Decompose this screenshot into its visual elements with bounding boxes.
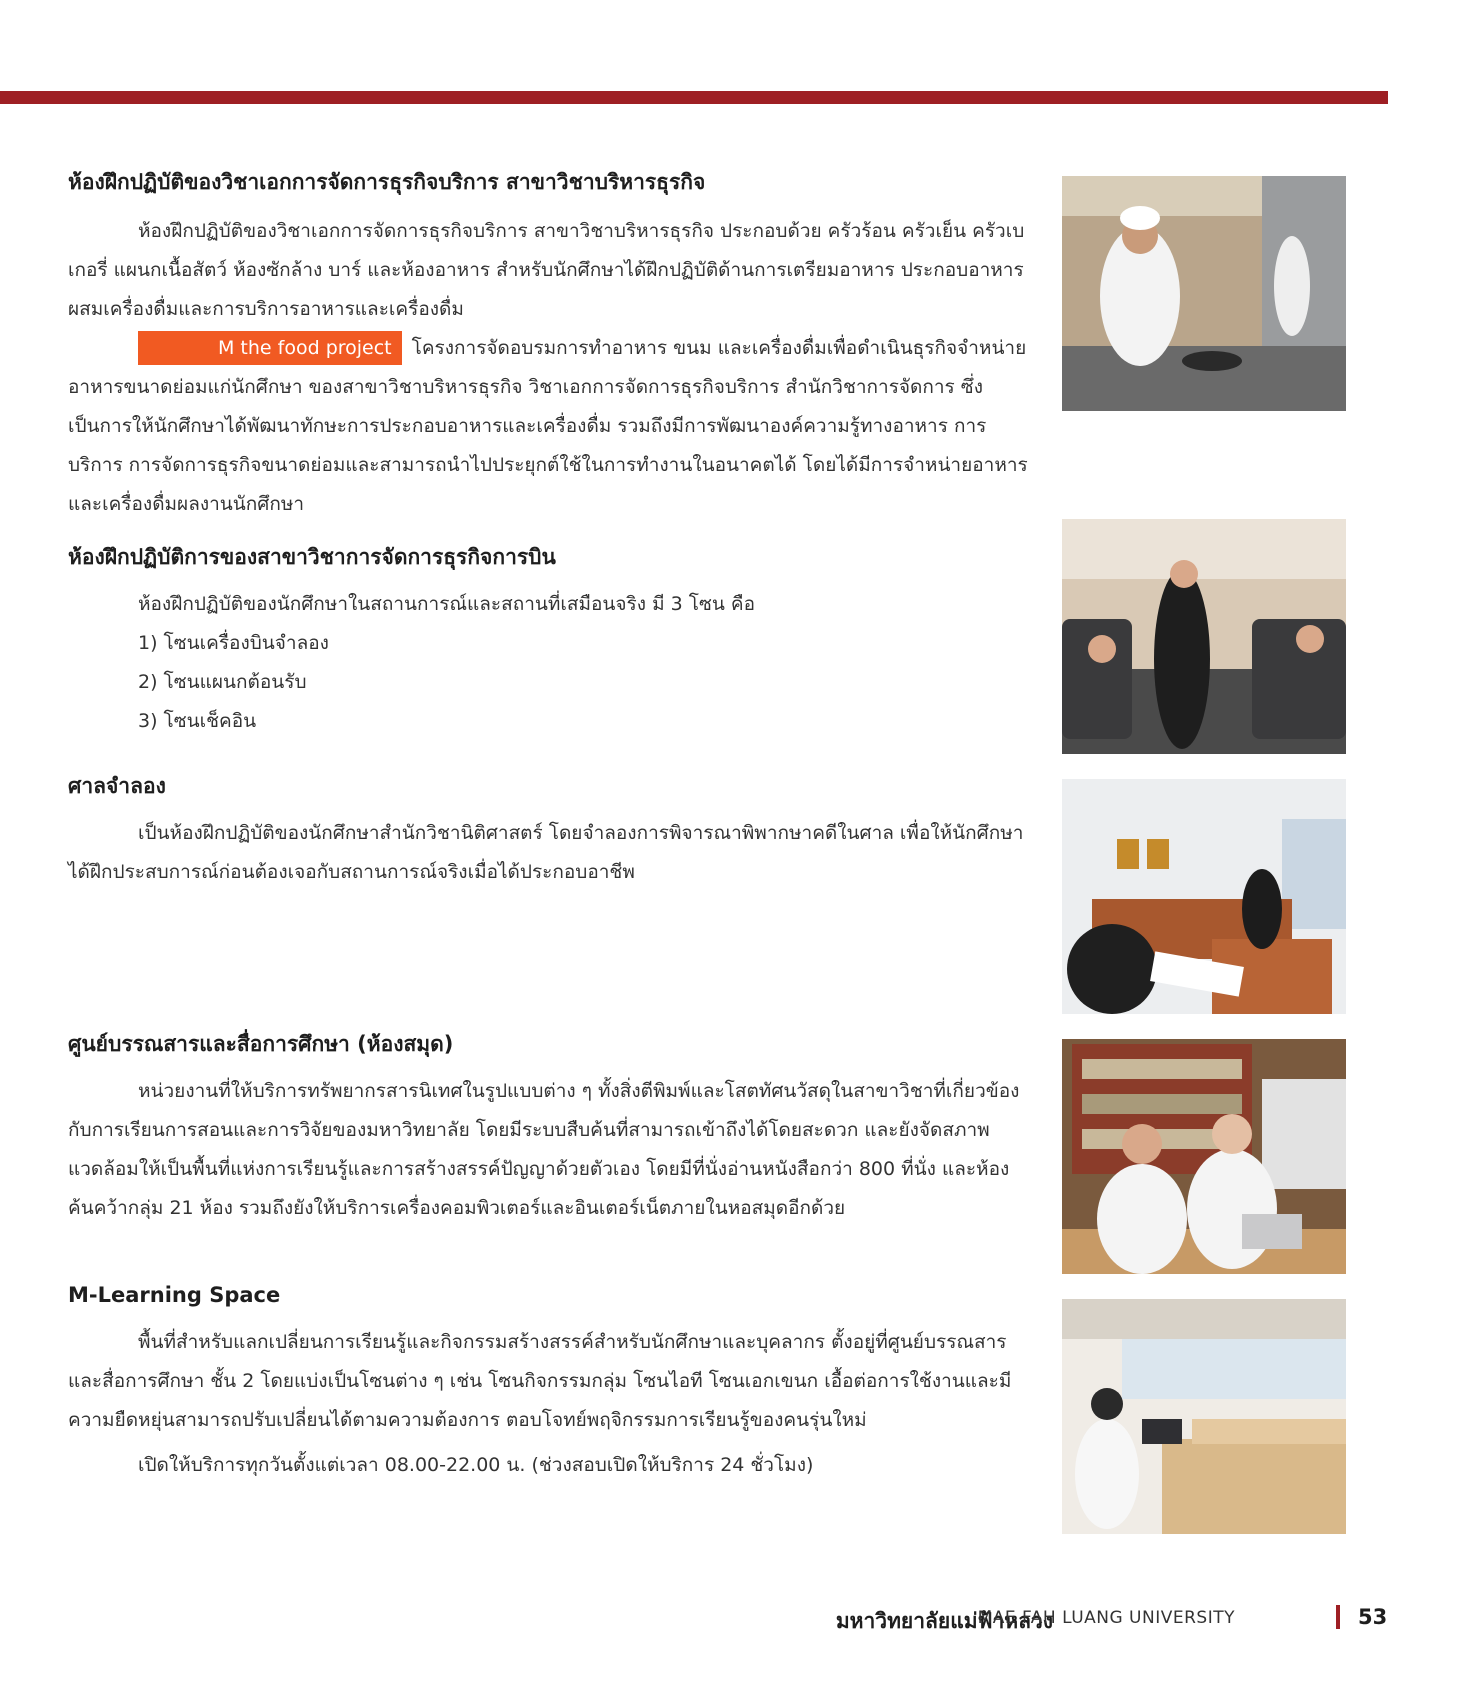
section-intro: ห้องฝึกปฏิบัติของนักศึกษาในสถานการณ์และสถานที่เสมือนจริง มี 3 โซน คือ <box>138 593 756 615</box>
section-title: ห้องฝึกปฏิบัติการของสาขาวิชาการจัดการธุรกิจการบิน <box>68 545 556 569</box>
opening-hours: เปิดให้บริการทุกวันตั้งแต่เวลา 08.00-22.00 น. (ช่วงสอบเปิดให้บริการ 24 ชั่วโมง) <box>138 1454 814 1476</box>
mlearning-photo <box>1062 1299 1346 1534</box>
page-number: 53 <box>1358 1605 1388 1629</box>
tag-paragraph <box>68 329 1031 524</box>
section-title: ห้องฝึกปฏิบัติของวิชาเอกการจัดการธุรกิจบริการ สาขาวิชาบริหารธุรกิจ <box>68 170 706 194</box>
section-court <box>68 772 1031 892</box>
top-accent-bar <box>0 91 1388 104</box>
kitchen-photo <box>1062 176 1346 411</box>
project-tag: M the food project <box>138 331 402 365</box>
section-aviation <box>68 543 1031 741</box>
section-body: หน่วยงานที่ให้บริการทรัพยากรสารนิเทศในรูปแบบต่าง ๆ ทั้งสิ่งตีพิมพ์และโสตทัศนวัสดุในสาขาวิชาที่เกี่ยวข้องกับการเรียนการสอนและการวิจัยของมหาวิทยาลัย โดยมีระบบสืบค้นที่สามารถเข้าถึงได้โดยสะดวก และยังจัดสภาพแวดล้อมให้เป็นพื้นที่แห่งการเรียนรู้และการสร้างสรรค์ปัญญาด้วยตัวเอง โดยมีที่นั่งอ่านหนังสือกว่า 800 ที่นั่ง และห้องค้นคว้ากลุ่ม 21 ห้อง รวมถึงยังให้บริการเครื่องคอมพิวเตอร์และอินเตอร์เน็ตภายในหอสมุดอีกด้วย <box>68 1080 1020 1219</box>
library-photo <box>1062 1039 1346 1274</box>
list-item: 3) โซนเช็คอิน <box>138 710 257 732</box>
footer-university-en: MAE FAH LUANG UNIVERSITY <box>977 1608 1235 1628</box>
page-footer <box>0 1603 1390 1633</box>
footer-separator <box>1336 1605 1340 1629</box>
list-item: 1) โซนเครื่องบินจำลอง <box>138 632 329 654</box>
aviation-photo <box>1062 519 1346 754</box>
section-body: พื้นที่สำหรับแลกเปลี่ยนการเรียนรู้และกิจกรรมสร้างสรรค์สำหรับนักศึกษาและบุคลากร ตั้งอยู่ที่ศูนย์บรรณสารและสื่อการศึกษา ชั้น 2 โดยแบ่งเป็นโซนต่าง ๆ เช่น โซนกิจกรรมกลุ่ม โซนไอที โซนเอกเขนก เอื้อต่อการใช้งานและมีความยืดหยุ่นสามารถปรับเปลี่ยนได้ตามความต้องการ ตอบโจทย์พฤจิกรรมการเรียนรู้ของคนรุ่นใหม่ <box>68 1331 1012 1431</box>
section-kitchen <box>68 168 1031 524</box>
tag-body: โครงการจัดอบรมการทำอาหาร ขนม และเครื่องดื่มเพื่อดำเนินธุรกิจจำหน่ายอาหารขนาดย่อมแก่นักศึกษา ของสาขาวิชาบริหารธุรกิจ วิชาเอกการจัดการธุรกิจบริการ สำนักวิชาการจัดการ ซึ่งเป็นการให้นักศึกษาได้พัฒนาทักษะการประกอบอาหารและเครื่องดื่ม รวมถึงมีการพัฒนาองค์ความรู้ทางอาหาร การบริการ การจัดการธุรกิจขนาดย่อมและสามารถนำไปประยุกต์ใช้ในการทำงานในอนาคตได้ โดยได้มีการจำหน่ายอาหารและเครื่องดื่มผลงานนักศึกษา <box>68 337 1028 515</box>
section-body: ห้องฝึกปฏิบัติของวิชาเอกการจัดการธุรกิจบริการ สาขาวิชาบริหารธุรกิจ ประกอบด้วย ครัวร้อน ครัวเย็น ครัวเบเกอรี่ แผนกเนื้อสัตว์ ห้องซักล้าง บาร์ และห้องอาหาร สำหรับนักศึกษาได้ฝึกปฏิบัติด้านการเตรียมอาหาร ประกอบอาหาร ผสมเครื่องดื่มและการบริการอาหารและเครื่องดื่ม <box>68 220 1025 320</box>
footer-university-th: มหาวิทยาลัยแม่ฟ้าหลวง <box>835 1609 1053 1633</box>
section-mlearning <box>68 1281 1031 1485</box>
section-library <box>68 1030 1031 1228</box>
section-body: เป็นห้องฝึกปฏิบัติของนักศึกษาสำนักวิชานิติศาสตร์ โดยจำลองการพิจารณาพิพากษาคดีในศาล เพื่อให้นักศึกษาได้ฝึกประสบการณ์ก่อนต้องเจอกับสถานการณ์จริงเมื่อได้ประกอบอาชีพ <box>68 822 1024 883</box>
court-photo <box>1062 779 1346 1014</box>
section-title: M-Learning Space <box>68 1283 281 1307</box>
list-item: 2) โซนแผนกต้อนรับ <box>138 671 307 693</box>
section-title: ศาลจำลอง <box>68 774 166 798</box>
section-title: ศูนย์บรรณสารและสื่อการศึกษา (ห้องสมุด) <box>68 1032 454 1056</box>
